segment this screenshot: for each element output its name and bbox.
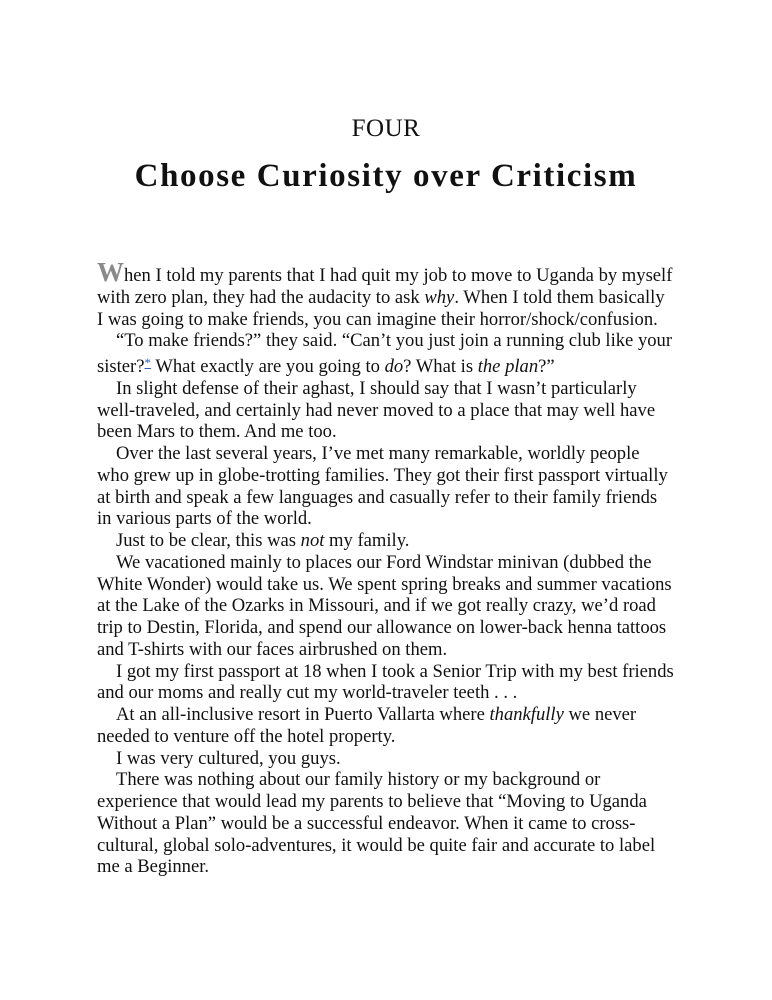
paragraph — [97, 257, 675, 330]
text-run: What exactly are you going to — [151, 356, 385, 377]
text-run: ?” — [538, 356, 555, 377]
text-run: Over the last several years, I’ve met many remarkable, worldly people who grew up in globe-trotting families. They got their first passport virtually at birth and speak a few languages and casually refer to their family friends in various parts of the world. — [97, 443, 668, 530]
text-run: There was nothing about our family history or my background or experience that would lead my parents to believe that “Moving to Uganda Without a Plan” would be a successful endeavor. When it came to cross-cultural, global solo-adventures, it would be quite fair and accurate to label me a Beginner. — [97, 769, 656, 878]
text-run: we never needed to venture off the hotel property. — [97, 704, 637, 747]
text-run: my family. — [324, 530, 410, 551]
chapter-title: Choose Curiosity over Criticism — [134, 158, 638, 194]
italic-text: not — [300, 530, 325, 551]
paragraph — [97, 661, 675, 705]
text-run: “To make friends?” they said. “Can’t you just join a running club like your sister? — [97, 330, 673, 377]
text-run: . When I told them basically I was going to make friends, you can imagine their horror/shock/confusion. — [97, 286, 665, 330]
italic-text: thankfully — [489, 704, 564, 725]
paragraph — [97, 378, 675, 443]
chapter-body — [97, 257, 675, 878]
text-run: Just to be clear, this was — [116, 530, 301, 551]
text-run: hen I told my parents that I had quit my job to move to Uganda by myself with zero plan, they had the audacity to ask — [97, 265, 673, 308]
text-run: In slight defense of their aghast, I should say that I wasn’t particularly well-traveled, and certainly had never moved to a place that may well have been Mars to them. And me too. — [97, 377, 656, 443]
text-run: ? What is — [403, 356, 478, 377]
text-run: We vacationed mainly to places our Ford Windstar minivan (dubbed the White Wonder) would take us. We spent spring breaks and summer vacations at the Lake of the Ozarks in Missouri, and if we got really crazy, we’d road trip to Destin, Florida, and spend our allowance on lower-back henna tattoos and T-shirts with our faces airbrushed on them. — [97, 551, 672, 660]
text-run: I got my first passport at 18 when I took a Senior Trip with my best friends and our moms and really cut my world-traveler teeth . . . — [97, 660, 674, 704]
paragraph — [97, 552, 675, 661]
paragraph — [97, 769, 675, 878]
text-run: At an all-inclusive resort in Puerto Vallarta where — [116, 704, 490, 725]
drop-cap: W — [97, 257, 124, 287]
italic-text: do — [384, 356, 404, 377]
paragraph — [97, 443, 675, 530]
text-run: I was very cultured, you guys. — [116, 747, 341, 769]
italic-text: why — [424, 286, 455, 308]
italic-text: the plan — [477, 356, 539, 377]
paragraph — [97, 530, 675, 552]
paragraph — [97, 748, 675, 770]
paragraph — [97, 704, 675, 748]
footnote-link[interactable]: * — [144, 355, 152, 370]
chapter-number: FOUR — [351, 115, 421, 142]
paragraph — [97, 330, 675, 378]
